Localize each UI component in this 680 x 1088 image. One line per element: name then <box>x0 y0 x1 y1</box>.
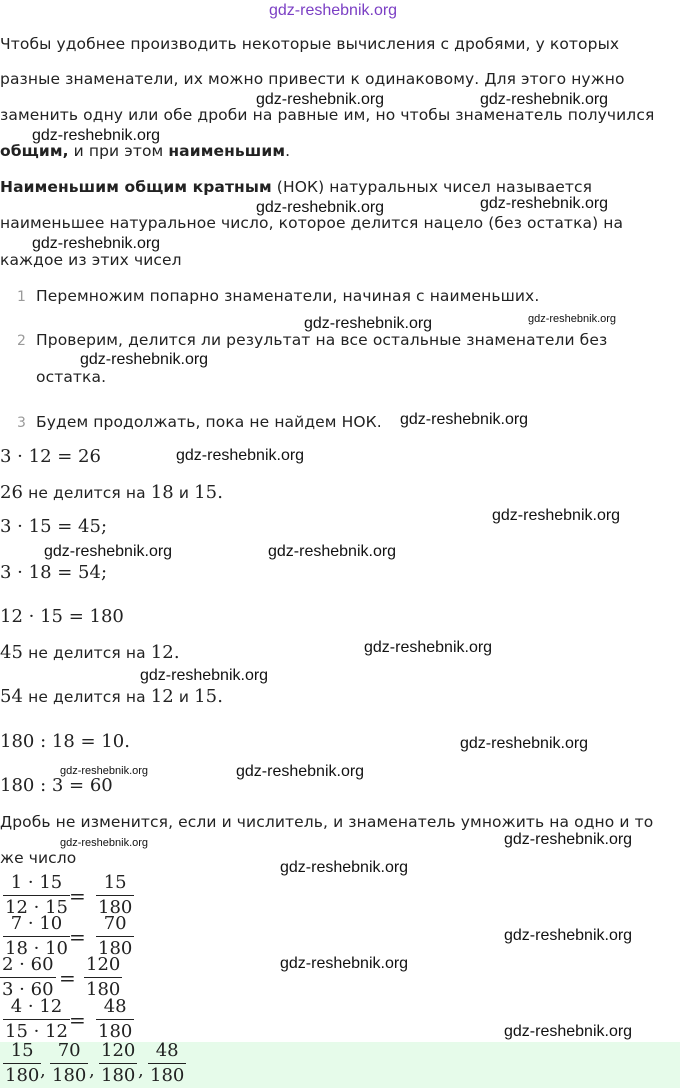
intro-line-1: Чтобы удобнее производить некоторые вычисления с дробями, у которых <box>0 35 620 53</box>
comma-3: , <box>138 1060 144 1081</box>
fraction-4-right <box>96 998 134 1041</box>
answer-4-den: 180 <box>150 1065 185 1086</box>
fraction-4-den: 15 · 12 <box>5 1021 68 1042</box>
watermark: gdz-reshebnik.org <box>504 927 633 944</box>
watermark: gdz-reshebnik.org <box>44 543 173 560</box>
fraction-2-num: 7 · 10 <box>10 913 63 934</box>
comma-2: , <box>89 1060 95 1081</box>
watermark: gdz-reshebnik.org <box>364 639 493 656</box>
watermark: gdz-reshebnik.org <box>268 543 397 560</box>
answer-4-num: 48 <box>155 1040 179 1061</box>
calc-l7-num: 54 <box>0 686 24 707</box>
watermark: gdz-reshebnik.org <box>480 91 609 108</box>
calc-line-2 <box>0 482 223 503</box>
watermark-small: gdz-reshebnik.org <box>60 765 149 777</box>
calc-l2-mid: не делится на <box>23 484 151 502</box>
calc-line-9: 180 : 3 = 60 <box>0 775 113 796</box>
intro-line-2: разные знаменатели, их можно привести к одинаковому. Для этого нужно <box>0 70 625 88</box>
fraction-3-num: 2 · 60 <box>2 954 54 975</box>
step-text-1: Перемножим попарно знаменатели, начиная с наименьших. <box>36 287 540 305</box>
answer-fraction-1 <box>3 1042 41 1085</box>
fraction-4-left <box>3 998 70 1041</box>
fraction-2-rden: 180 <box>98 938 133 959</box>
definition-line-3: каждое из этих чисел <box>0 251 182 269</box>
watermark: gdz-reshebnik.org <box>176 447 305 464</box>
watermark: gdz-reshebnik.org <box>504 831 633 848</box>
calc-line-6 <box>0 642 180 663</box>
watermark: gdz-reshebnik.org <box>236 763 365 780</box>
definition-line-1 <box>0 178 592 196</box>
fraction-3-rnum: 120 <box>86 954 121 975</box>
rule-line-1: Дробь не изменится, если и числитель, и знаменатель умножить на одно и то <box>0 813 654 831</box>
fraction-1-right <box>96 874 134 917</box>
watermark-top: gdz-reshebnik.org <box>269 2 398 19</box>
fraction-1-num: 1 · 15 <box>10 872 63 893</box>
intro-line-4-mid: и при этом <box>68 142 169 160</box>
fraction-3-den: 3 · 60 <box>2 979 54 1000</box>
calc-l6-mid: не делится на <box>23 644 151 662</box>
fraction-2-right <box>96 915 134 958</box>
watermark: gdz-reshebnik.org <box>480 195 609 212</box>
fraction-3-left <box>0 956 56 999</box>
answer-fraction-4 <box>148 1042 186 1085</box>
rule-line-2: же число <box>0 849 77 867</box>
fraction-2-den: 18 · 10 <box>5 938 68 959</box>
bold-least: наименьшим <box>168 142 286 160</box>
watermark: gdz-reshebnik.org <box>280 955 409 972</box>
comma-1: , <box>40 1060 46 1081</box>
watermark: gdz-reshebnik.org <box>140 667 269 684</box>
answer-2-den: 180 <box>52 1065 87 1086</box>
calc-line-8: 180 : 18 = 10. <box>0 731 130 752</box>
bold-common: общим, <box>0 142 69 160</box>
calc-l6-num: 45 <box>0 642 24 663</box>
watermark: gdz-reshebnik.org <box>80 351 209 368</box>
watermark: gdz-reshebnik.org <box>304 315 433 332</box>
step-number-2: 2 <box>17 333 26 349</box>
fraction-1-den: 12 · 15 <box>5 897 68 918</box>
definition-term: Наименьшим общим кратным <box>0 178 272 196</box>
step-text-2a: Проверим, делится ли результат на все остальные знаменатели без <box>36 331 608 349</box>
calc-l7-b: 15 <box>194 686 218 707</box>
watermark: gdz-reshebnik.org <box>400 411 529 428</box>
answer-3-den: 180 <box>101 1065 136 1086</box>
answer-1-num: 15 <box>10 1040 34 1061</box>
calc-l2-dot: . <box>217 482 224 503</box>
calc-line-5: 12 · 15 = 180 <box>0 606 124 627</box>
calc-l7-mid: не делится на <box>23 688 151 706</box>
fraction-1-rnum: 15 <box>103 872 127 893</box>
calc-l7-dot: . <box>217 686 224 707</box>
fraction-1-left <box>3 874 70 917</box>
definition-line-1-rest: (НОК) натуральных чисел называется <box>271 178 593 196</box>
intro-line-3: заменить одну или обе дроби на равные им, но чтобы знаменатель получился <box>0 106 655 124</box>
definition-line-2: наименьшее натуральное число, которое делится нацело (без остатка) на <box>0 214 624 232</box>
watermark: gdz-reshebnik.org <box>492 507 621 524</box>
equals-1: = <box>69 884 86 908</box>
fraction-3-right <box>84 956 122 999</box>
answer-fraction-3 <box>99 1042 137 1085</box>
step-text-2b: остатка. <box>36 368 107 386</box>
calc-l2-a: 18 <box>150 482 174 503</box>
fraction-1-rden: 180 <box>98 897 133 918</box>
fraction-2-rnum: 70 <box>103 913 127 934</box>
watermark-small: gdz-reshebnik.org <box>528 313 617 325</box>
calc-line-1: 3 · 12 = 26 <box>0 446 101 467</box>
step-number-3: 3 <box>17 415 26 431</box>
calc-line-4: 3 · 18 = 54; <box>0 562 108 583</box>
watermark: gdz-reshebnik.org <box>460 735 589 752</box>
calc-l6-a: 12 <box>150 642 174 663</box>
answer-2-num: 70 <box>57 1040 81 1061</box>
watermark: gdz-reshebnik.org <box>504 1023 633 1040</box>
watermark: gdz-reshebnik.org <box>32 235 161 252</box>
calc-l7-and: и <box>173 688 195 706</box>
calc-l2-b: 15 <box>194 482 218 503</box>
calc-line-7 <box>0 686 223 707</box>
watermark: gdz-reshebnik.org <box>32 127 161 144</box>
calc-l2-and: и <box>173 484 195 502</box>
fraction-4-num: 4 · 12 <box>10 996 63 1017</box>
equals-2: = <box>69 925 86 949</box>
watermark: gdz-reshebnik.org <box>256 199 385 216</box>
watermark: gdz-reshebnik.org <box>280 859 409 876</box>
intro-line-4-end: . <box>285 142 291 160</box>
calc-l2-num: 26 <box>0 482 24 503</box>
fraction-4-rden: 180 <box>98 1021 133 1042</box>
step-number-1: 1 <box>17 289 26 305</box>
watermark: gdz-reshebnik.org <box>256 91 385 108</box>
calc-line-3: 3 · 15 = 45; <box>0 516 108 537</box>
step-text-3: Будем продолжать, пока не найдем НОК. <box>36 413 382 431</box>
calc-l7-a: 12 <box>150 686 174 707</box>
calc-l6-dot: . <box>173 642 180 663</box>
fraction-2-left <box>3 915 70 958</box>
fraction-3-rden: 180 <box>86 979 121 1000</box>
answer-3-num: 120 <box>101 1040 136 1061</box>
answer-1-den: 180 <box>5 1065 40 1086</box>
equals-3: = <box>59 966 76 990</box>
fraction-4-rnum: 48 <box>103 996 127 1017</box>
watermark-small: gdz-reshebnik.org <box>60 837 149 849</box>
answer-fraction-2 <box>50 1042 88 1085</box>
equals-4: = <box>69 1008 86 1032</box>
